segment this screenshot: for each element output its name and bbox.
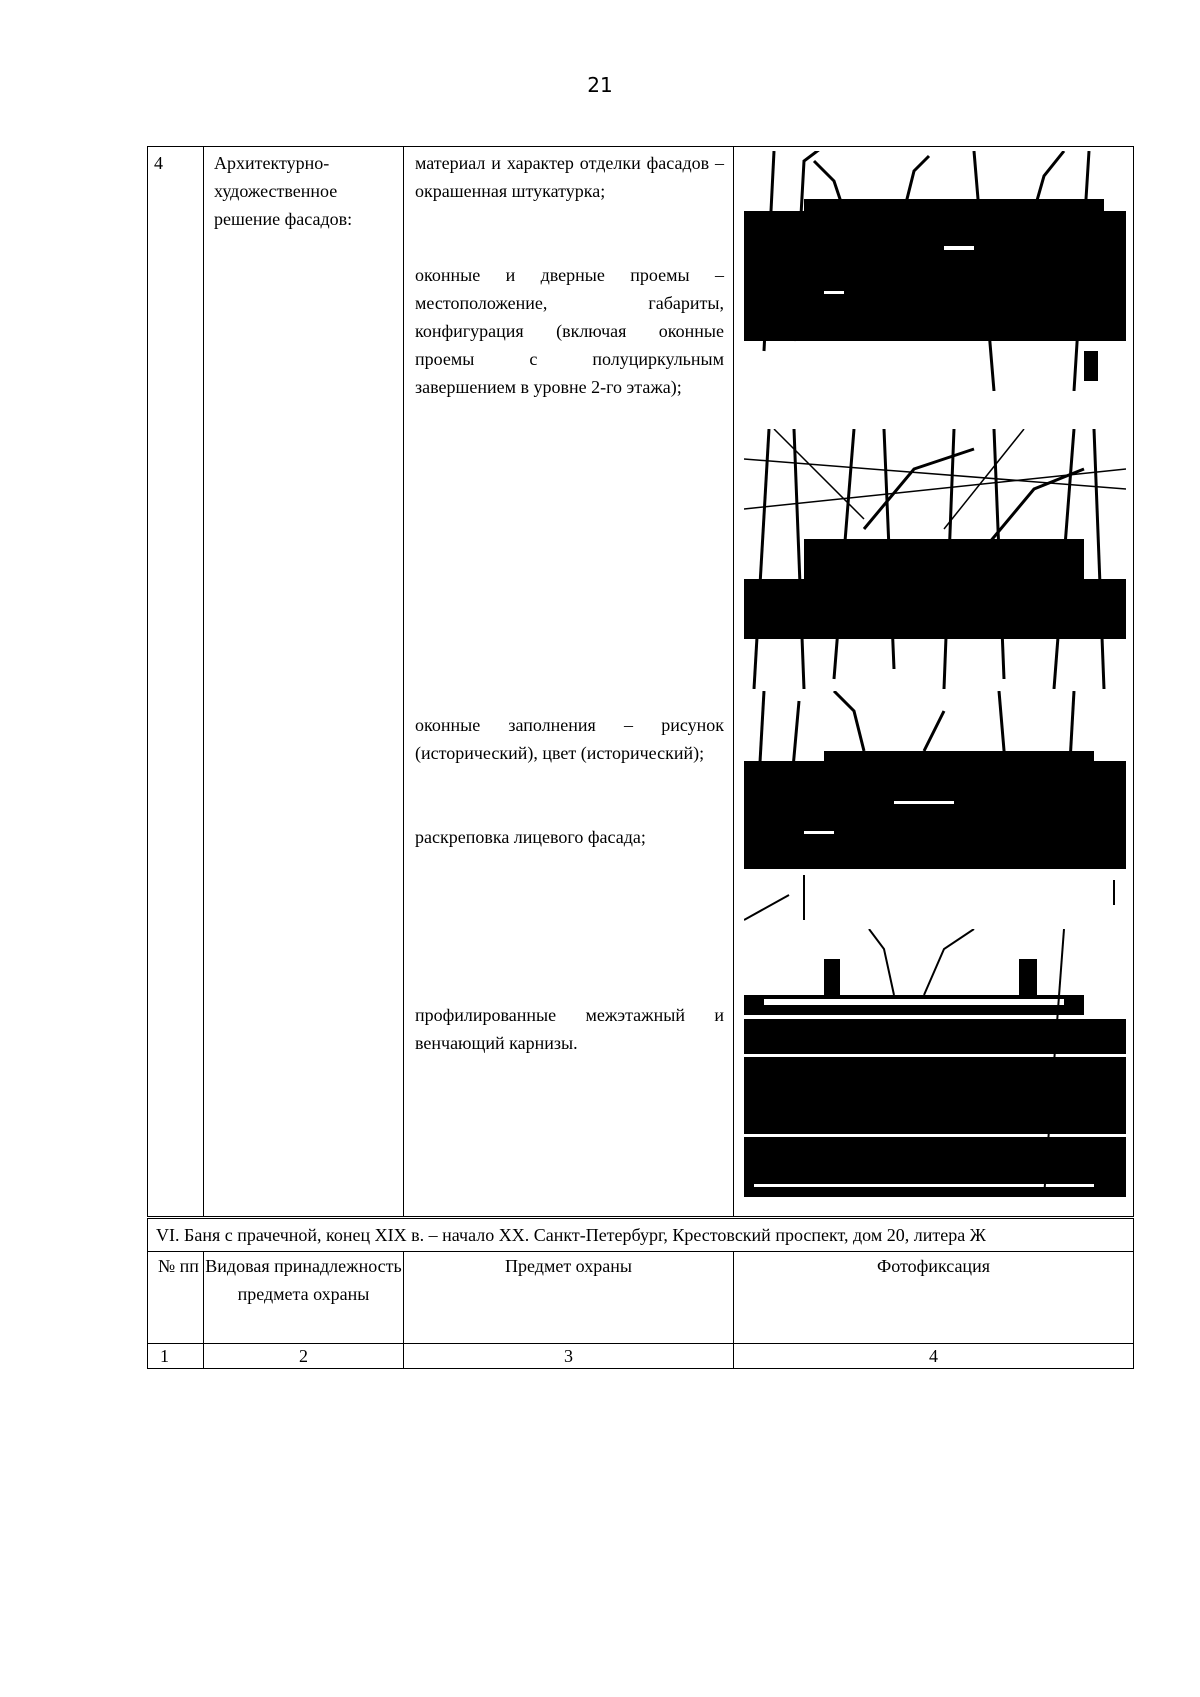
page-number: 21 xyxy=(587,73,613,97)
row-number: 4 xyxy=(148,147,204,1217)
section-title-row xyxy=(148,1219,1134,1252)
row-subject-cell xyxy=(404,147,734,1217)
protection-subject-table xyxy=(147,146,1134,1217)
column-header-type: Видовая принадлежность предмета охраны xyxy=(204,1252,404,1344)
column-index: 1 xyxy=(148,1344,204,1369)
column-index: 3 xyxy=(404,1344,734,1369)
row-type-cell: Архитектурно-художественное решение фасадов: xyxy=(204,147,404,1217)
subject-item: оконные и дверные проемы – местоположение, габариты, конфигурация (включая оконные проемы с полуциркульным завершением в уровне 2-го этажа); xyxy=(415,265,724,397)
subject-item: материал и характер отделки фасадов – окрашенная штукатурка; xyxy=(415,153,724,201)
table-row xyxy=(148,147,1134,1217)
facade-photo-strip xyxy=(744,875,1126,925)
photo-cell xyxy=(734,147,1134,1217)
subject-item: раскреповка лицевого фасада; xyxy=(415,827,646,847)
column-index: 4 xyxy=(734,1344,1134,1369)
column-header-photo: Фотофиксация xyxy=(734,1252,1134,1344)
facade-photo-1 xyxy=(744,151,1126,391)
facade-photo-2 xyxy=(744,429,1126,689)
header-row xyxy=(148,1252,1134,1344)
subject-item: оконные заполнения – рисунок (исторический), цвет (исторический); xyxy=(415,715,724,763)
column-index-row xyxy=(148,1344,1134,1369)
subject-item: профилированные межэтажный и венчающий карнизы. xyxy=(415,1005,724,1053)
section-title: VI. Баня с прачечной, конец XIX в. – начало XX. Санкт-Петербург, Крестовский проспект, дом 20, литера Ж xyxy=(148,1219,1134,1252)
column-header-number: № пп xyxy=(148,1252,204,1344)
column-index: 2 xyxy=(204,1344,404,1369)
section-vi-table xyxy=(147,1218,1134,1369)
facade-photo-4 xyxy=(744,929,1126,1197)
facade-photo-3 xyxy=(744,691,1126,869)
column-header-subject: Предмет охраны xyxy=(404,1252,734,1344)
